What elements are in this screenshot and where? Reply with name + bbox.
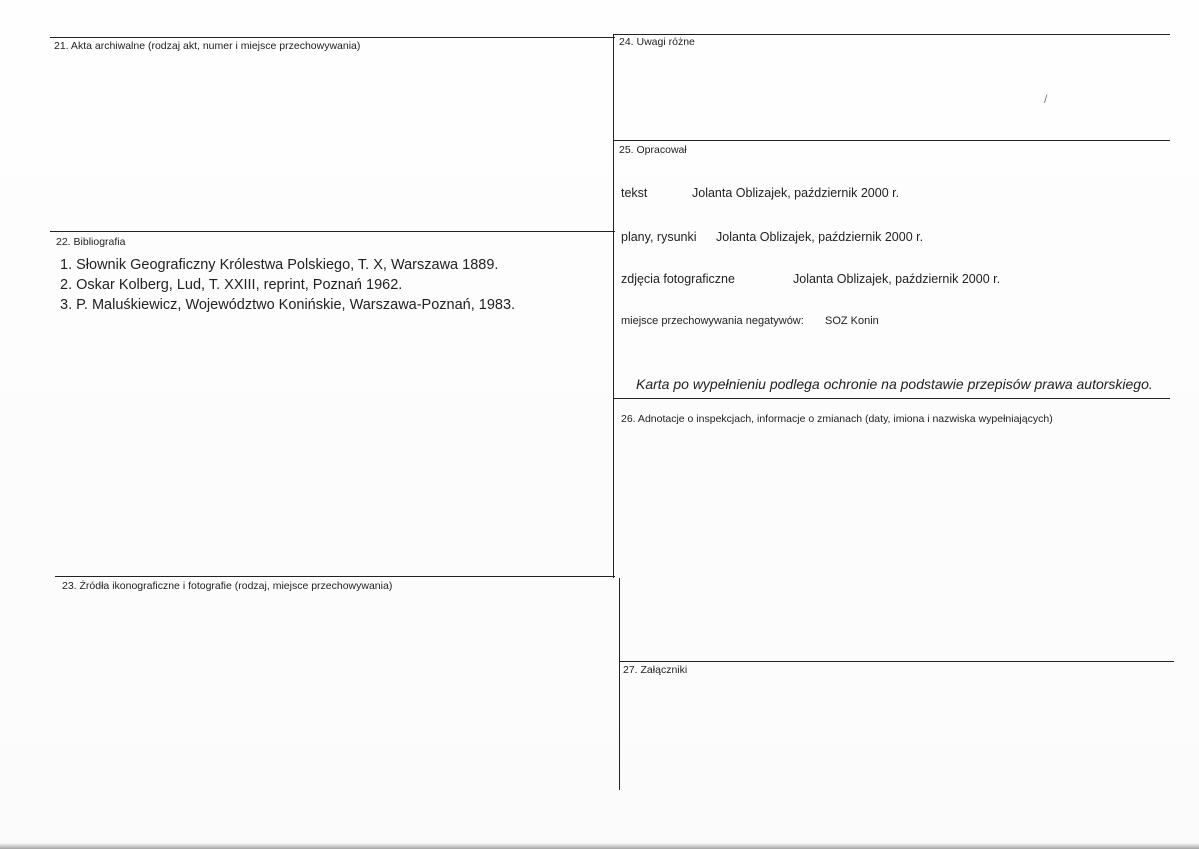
prepared-text-label: tekst xyxy=(621,186,648,200)
bibliography-item: 2. Oskar Kolberg, Lud, T. XXIII, reprint, Poznań 1962. xyxy=(60,277,403,293)
column-divider xyxy=(613,34,614,578)
column-divider-lower xyxy=(619,578,620,790)
negatives-value: SOZ Konin xyxy=(825,315,879,327)
s23-rule xyxy=(55,576,615,577)
s21-label: 21. Akta archiwalne (rodzaj akt, numer i miejsce przechowywania) xyxy=(54,40,361,52)
s24-label: 24. Uwagi różne xyxy=(619,36,695,48)
s26-rule xyxy=(613,398,1170,399)
bibliography-list xyxy=(60,255,515,315)
scan-edge-shadow xyxy=(0,843,1199,849)
prepared-plans-value: Jolanta Oblizajek, październik 2000 r. xyxy=(716,230,924,244)
prepared-text-value: Jolanta Oblizajek, październik 2000 r. xyxy=(692,186,900,200)
negatives-label: miejsce przechowywania negatywów: xyxy=(621,315,804,327)
s23-label: 23. Źródła ikonograficzne i fotografie (rodzaj, miejsce przechowywania) xyxy=(62,580,393,592)
bibliography-item: 3. P. Maluśkiewicz, Województwo Konińskie, Warszawa-Poznań, 1983. xyxy=(60,297,516,313)
bibliography-item: 1. Słownik Geograficzny Królestwa Polskiego, T. X, Warszawa 1889. xyxy=(60,257,499,273)
s24-rule xyxy=(613,34,1170,35)
prepared-photos-label: zdjęcia fotograficzne xyxy=(621,272,735,286)
s22-label: 22. Bibliografia xyxy=(56,236,126,248)
prepared-plans-label: plany, rysunki xyxy=(621,230,697,244)
s21-rule xyxy=(50,37,615,38)
s22-rule xyxy=(50,231,615,232)
prepared-photos-value: Jolanta Oblizajek, październik 2000 r. xyxy=(793,272,1001,286)
s26-label: 26. Adnotacje o inspekcjach, informacje o zmianach (daty, imiona i nazwiska wypełniających) xyxy=(621,413,1053,425)
s25-label: 25. Opracował xyxy=(619,144,687,156)
s27-label: 27. Załączniki xyxy=(623,664,688,676)
s27-rule xyxy=(619,661,1174,662)
pen-mark: / xyxy=(1044,92,1048,106)
s25-rule xyxy=(613,140,1170,141)
copyright-note: Karta po wypełnieniu podlega ochronie na podstawie przepisów prawa autorskiego. xyxy=(636,376,1153,392)
